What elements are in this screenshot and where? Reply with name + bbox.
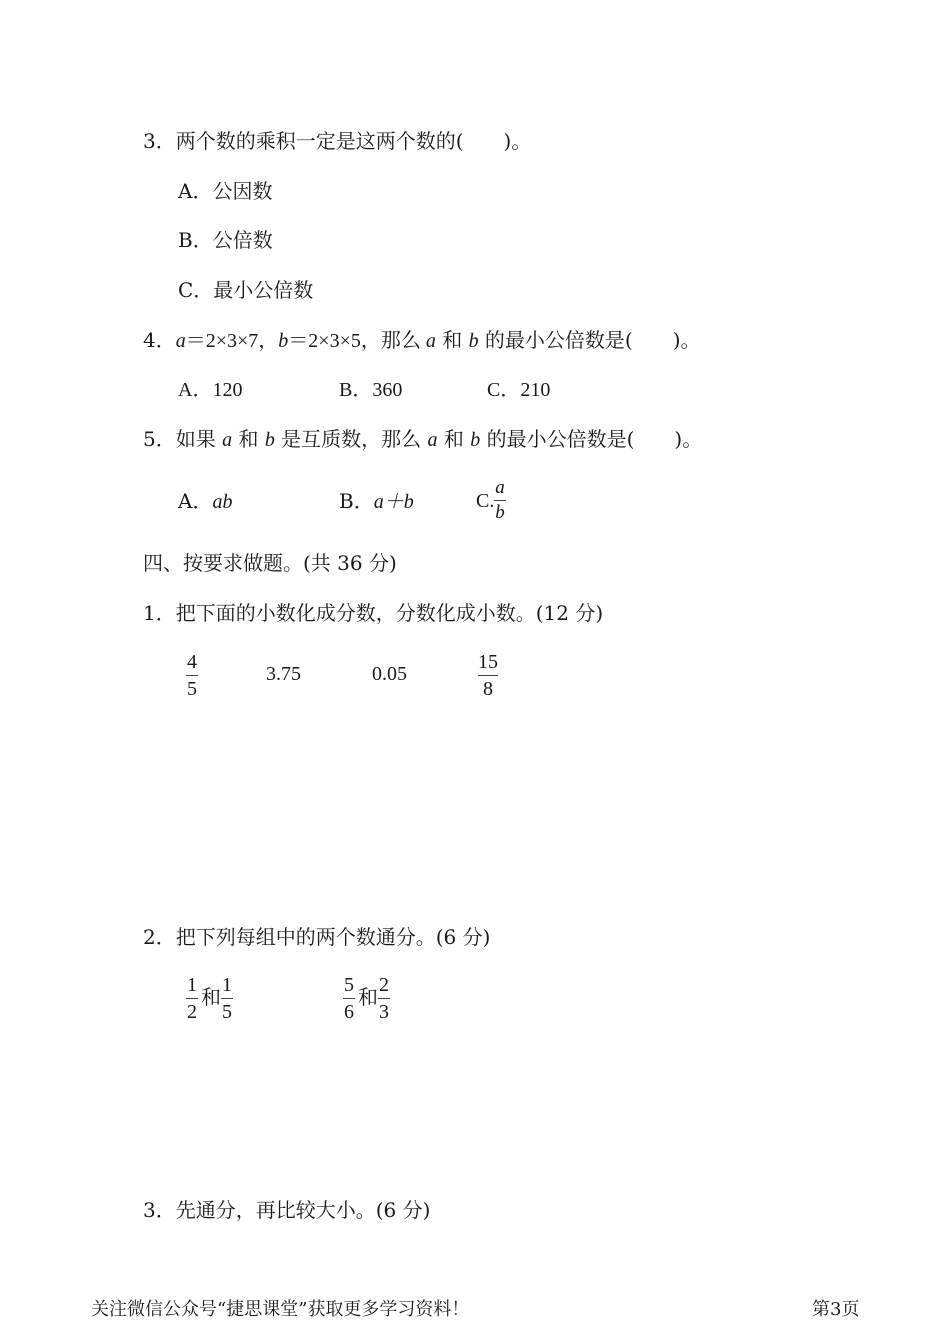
task2-group1-fraction-b (221, 974, 233, 1023)
q4-var-a: a (175, 330, 186, 352)
q4-option-a: A．120 (178, 379, 243, 401)
q4-stem (143, 328, 701, 353)
fraction-numerator: 2 (379, 974, 389, 996)
q5-part2: 和 (232, 427, 265, 451)
q5-option-b (339, 489, 414, 514)
fraction-denominator: 6 (344, 1001, 354, 1023)
q4-option-c: C．210 (487, 379, 551, 401)
footer-promo: 关注微信公众号“捷思课堂”获取更多学习资料！ (91, 1299, 470, 1320)
task2-group1-fraction-a (186, 974, 198, 1023)
fraction-denominator: 2 (187, 1001, 197, 1023)
q5-part5: 的最小公倍数是( )。 (480, 427, 703, 451)
fraction-denominator: 5 (187, 678, 197, 700)
page-number: 第3页 (812, 1299, 860, 1320)
fraction-bar (494, 500, 506, 501)
q4-eq-a: ＝2×3×7， (185, 330, 279, 352)
fraction-bar (186, 998, 198, 999)
fraction-numerator: a (495, 477, 505, 498)
q5-part1: 5．如果 (143, 427, 223, 451)
q5-option-c-label: C. (476, 490, 495, 512)
q4-eq-b: ＝2×3×5，那么 (288, 330, 426, 352)
fraction-denominator: 3 (379, 1001, 389, 1023)
fraction-denominator: b (495, 502, 505, 523)
q3-stem: 3．两个数的乘积一定是这两个数的( )。 (143, 129, 532, 153)
q5-option-b-label: B． (339, 489, 374, 513)
task1-stem: 1．把下面的小数化成分数，分数化成小数。(12 分) (143, 601, 604, 625)
fraction-numerator: 1 (187, 974, 197, 996)
q3-option-c: C．最小公倍数 (178, 278, 314, 302)
q4-var-b2: b (468, 330, 479, 352)
task1-decimal-2: 0.05 (372, 663, 407, 685)
q5-part4: 和 (437, 427, 471, 451)
q5-var-b: b (264, 429, 275, 451)
fraction-denominator: 5 (222, 1001, 232, 1023)
q5-var-a: a (222, 429, 233, 451)
fraction-denominator: 8 (483, 678, 493, 700)
q5-var-a2: a (427, 429, 438, 451)
task1-fraction-4-5 (186, 651, 198, 700)
q5-part3: 是互质数，那么 (274, 427, 428, 451)
q4-tail: 的最小公倍数是( )。 (478, 328, 701, 352)
task1-fraction-15-8 (478, 651, 498, 700)
q4-var-a2: a (425, 330, 436, 352)
fraction-bar (186, 675, 198, 676)
q3-option-a: A．公因数 (178, 179, 273, 203)
fraction-numerator: 15 (478, 651, 498, 673)
task2-group1-and: 和 (201, 985, 221, 1009)
q5-option-a-label: A． (178, 489, 213, 513)
q5-option-a-value: ab (212, 491, 233, 513)
fraction-numerator: 5 (344, 974, 354, 996)
q4-var-b: b (278, 330, 289, 352)
q4-number: 4． (143, 328, 176, 352)
q3-option-b: B．公倍数 (178, 228, 273, 252)
q5-var-b2: b (470, 429, 481, 451)
q5-option-c-fraction (494, 478, 506, 523)
task2-group2-fraction-a (343, 974, 355, 1023)
fraction-numerator: 1 (222, 974, 232, 996)
q4-and: 和 (435, 328, 469, 352)
task2-stem: 2．把下列每组中的两个数通分。(6 分) (143, 925, 491, 949)
q5-option-b-value: a＋b (373, 491, 414, 513)
task1-decimal-1: 3.75 (266, 663, 301, 685)
q5-stem (143, 427, 702, 452)
task2-group2-and: 和 (358, 985, 378, 1009)
section-four-title: 四、按要求做题。(共 36 分) (143, 551, 397, 575)
fraction-bar (378, 998, 390, 999)
fraction-numerator: 4 (187, 651, 197, 673)
fraction-bar (221, 998, 233, 999)
fraction-bar (343, 998, 355, 999)
task3-stem: 3．先通分，再比较大小。(6 分) (143, 1198, 431, 1222)
fraction-bar (478, 675, 498, 676)
q5-option-a (178, 489, 232, 514)
task2-group2-fraction-b (378, 974, 390, 1023)
q4-option-b: B．360 (339, 379, 403, 401)
